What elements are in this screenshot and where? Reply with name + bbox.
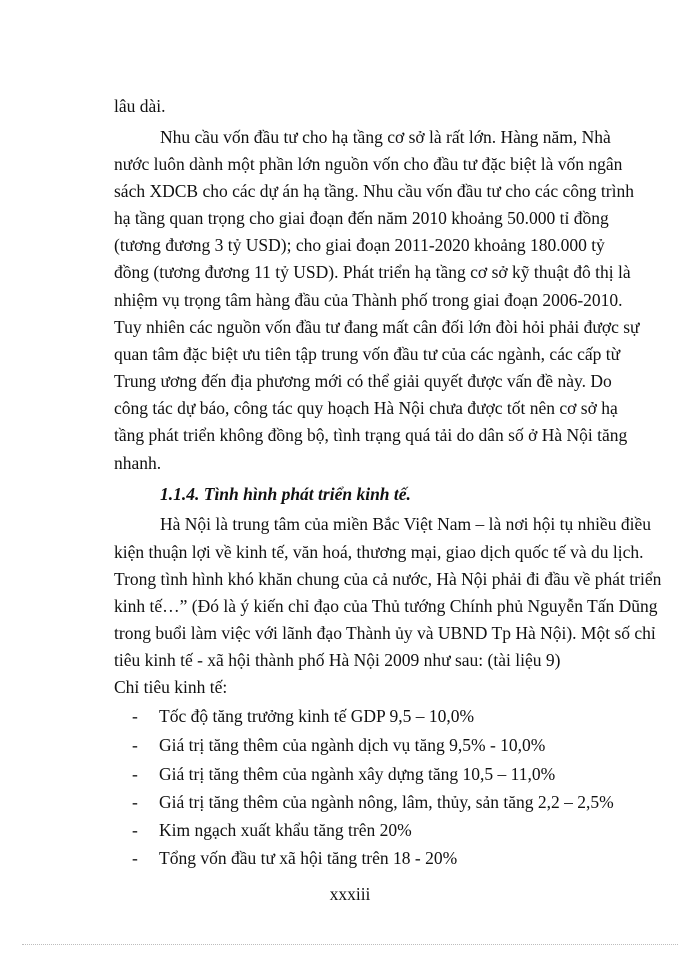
paragraph-economy-line: kinh tế…” (Đó là ý kiến chỉ đạo của Thủ tướng Chính phủ Nguyễn Tấn Dũng [114,596,658,616]
list-item-text: Giá trị tăng thêm của ngành nông, lâm, thủy, sản tăng 2,2 – 2,5% [159,792,614,812]
paragraph-investment-line: hạ tầng quan trọng cho giai đoạn đến năm 2010 khoảng 50.000 tỉ đồng [114,208,609,228]
paragraph-economy-line: kiện thuận lợi về kinh tế, văn hoá, thương mại, giao dịch quốc tế và du lịch. [114,542,644,562]
list-bullet: - [132,735,138,755]
page-bottom-divider [22,944,678,945]
list-item-text: Tổng vốn đầu tư xã hội tăng trên 18 - 20% [159,848,458,868]
list-item-text: Kim ngạch xuất khẩu tăng trên 20% [159,820,412,840]
paragraph-economy-line: Hà Nội là trung tâm của miền Bắc Việt Nam – là nơi hội tụ nhiều điều [160,514,651,534]
paragraph-economy-line: trong buổi làm việc với lãnh đạo Thành ủy và UBND Tp Hà Nội). Một số chỉ [114,623,656,643]
list-bullet: - [132,764,138,784]
section-heading: 1.1.4. Tình hình phát triển kinh tế. [160,484,411,504]
list-item-text: Giá trị tăng thêm của ngành dịch vụ tăng 9,5% - 10,0% [159,735,546,755]
paragraph-investment-line: công tác dự báo, công tác quy hoạch Hà Nội chưa được tốt nên cơ sở hạ [114,398,618,418]
paragraph-intro-line: lâu dài. [114,96,166,116]
page-number: xxxiii [329,884,371,904]
paragraph-investment-line: tầng phát triển không đồng bộ, tình trạng quá tải do dân số ở Hà Nội tăng [114,425,628,445]
paragraph-investment-line: Nhu cầu vốn đầu tư cho hạ tầng cơ sở là rất lớn. Hàng năm, Nhà [160,127,611,147]
paragraph-investment-line: sách XDCB cho các dự án hạ tầng. Nhu cầu vốn đầu tư cho các công trình [114,181,634,201]
list-item-text: Giá trị tăng thêm của ngành xây dựng tăng 10,5 – 11,0% [159,764,556,784]
paragraph-economy-line: Trong tình hình khó khăn chung của cả nước, Hà Nội phải đi đầu về phát triển [114,569,662,589]
list-bullet: - [132,792,138,812]
paragraph-economy-line: tiêu kinh tế - xã hội thành phố Hà Nội 2009 như sau: (tài liệu 9) [114,650,561,670]
paragraph-economy-line: Chỉ tiêu kinh tế: [114,677,228,697]
list-bullet: - [132,706,138,726]
paragraph-investment-line: nhanh. [114,453,162,473]
paragraph-investment-line: Tuy nhiên các nguồn vốn đầu tư đang mất cân đối lớn đòi hỏi phải được sự [114,317,640,337]
list-item-text: Tốc độ tăng trưởng kinh tế GDP 9,5 – 10,0% [159,706,475,726]
list-bullet: - [132,820,138,840]
paragraph-investment-line: Trung ương đến địa phương mới có thể giải quyết được vấn đề này. Do [114,371,612,391]
paragraph-investment-line: nhiệm vụ trọng tâm hàng đầu của Thành phố trong giai đoạn 2006-2010. [114,290,623,310]
paragraph-investment-line: quan tâm đặc biệt ưu tiên tập trung vốn đầu tư của các ngành, các cấp từ [114,344,621,364]
paragraph-investment-line: (tương đương 3 tỷ USD); cho giai đoạn 2011-2020 khoảng 180.000 tỷ [114,235,605,255]
list-bullet: - [132,848,138,868]
paragraph-investment-line: nước luôn dành một phần lớn nguồn vốn cho đầu tư đặc biệt là vốn ngân [114,154,623,174]
paragraph-investment-line: đồng (tương đương 11 tỷ USD). Phát triển hạ tầng cơ sở kỹ thuật đô thị là [114,262,631,282]
